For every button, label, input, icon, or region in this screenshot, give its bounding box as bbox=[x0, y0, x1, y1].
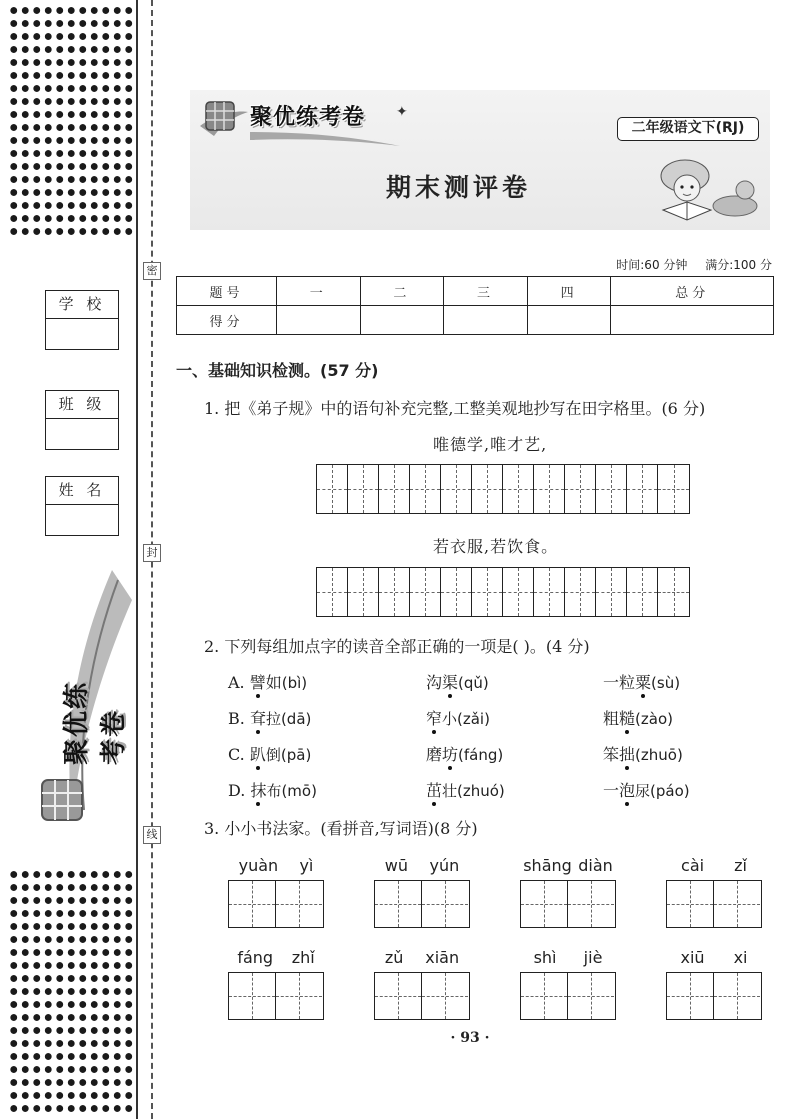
pinyin: xi bbox=[733, 948, 748, 967]
option-d[interactable] bbox=[228, 778, 317, 801]
option-b[interactable] bbox=[228, 706, 311, 729]
school-input[interactable] bbox=[46, 319, 118, 349]
dotted-char: 耷 bbox=[250, 706, 266, 729]
grid-cell[interactable] bbox=[534, 465, 565, 513]
question-1: 1. 把《弟子规》中的语句补充完整,工整美观地抄写在田字格里。(6 分) bbox=[204, 399, 706, 418]
grid-cell[interactable] bbox=[521, 881, 568, 927]
dotted-char: 粟 bbox=[635, 670, 651, 693]
grid-cell[interactable] bbox=[534, 568, 565, 616]
char: 磨 bbox=[426, 745, 443, 764]
dotted-char: 抹 bbox=[250, 778, 266, 801]
option-d-item-2 bbox=[426, 778, 505, 801]
brand-title: 聚优练考卷 bbox=[250, 105, 366, 130]
grade-badge: 二年级语文下(RJ) bbox=[617, 117, 759, 141]
option-a[interactable] bbox=[228, 670, 307, 693]
dotted-char: 茁 bbox=[426, 778, 442, 801]
dotted-char: 窄 bbox=[426, 706, 442, 729]
grid-cell[interactable] bbox=[568, 973, 615, 1019]
seal-char-xian: 线 bbox=[143, 826, 161, 844]
pinyin: 尿(páo) bbox=[635, 782, 690, 800]
word-box[interactable] bbox=[228, 948, 324, 1020]
pinyin: 壮(zhuó) bbox=[442, 782, 505, 800]
pinyin: cài bbox=[681, 856, 705, 875]
poem-line-2: 若衣服,若饮食。 bbox=[433, 537, 559, 556]
option-c-item-3 bbox=[603, 742, 683, 765]
char: 笨 bbox=[603, 745, 620, 764]
grid-cell[interactable] bbox=[658, 568, 689, 616]
char: 如 bbox=[265, 673, 282, 692]
grid-cell[interactable] bbox=[503, 465, 534, 513]
grid-cell[interactable] bbox=[667, 881, 714, 927]
school-field[interactable] bbox=[45, 290, 119, 350]
full-score: 满分:100 分 bbox=[705, 258, 772, 272]
poem-line-1: 唯德学,唯才艺, bbox=[433, 435, 548, 454]
grid-cell[interactable] bbox=[317, 465, 348, 513]
word-box[interactable] bbox=[374, 948, 470, 1020]
class-field[interactable] bbox=[45, 390, 119, 450]
pinyin: xiū bbox=[680, 948, 705, 967]
pinyin: 拉(dā) bbox=[265, 710, 312, 728]
grid-cell[interactable] bbox=[565, 465, 596, 513]
side-brand-text: 聚优练考卷 bbox=[62, 680, 129, 765]
char: 沟 bbox=[426, 673, 443, 692]
grid-cell[interactable] bbox=[441, 465, 472, 513]
score-header-cell: 三 bbox=[444, 277, 528, 306]
grid-cell[interactable] bbox=[472, 465, 503, 513]
option-d-item-3 bbox=[603, 778, 690, 801]
grid-cell[interactable] bbox=[379, 465, 410, 513]
score-table bbox=[176, 276, 774, 335]
name-field[interactable] bbox=[45, 476, 119, 536]
score-table-score-row bbox=[177, 306, 774, 335]
seal-char-feng: 封 bbox=[143, 544, 161, 562]
dotted-char: 糙 bbox=[619, 706, 635, 729]
pinyin: 小(zǎi) bbox=[442, 710, 490, 728]
grid-cell[interactable] bbox=[379, 568, 410, 616]
grid-cell[interactable] bbox=[714, 973, 761, 1019]
pinyin: zhǐ bbox=[291, 948, 315, 967]
score-header-cell: 总分 bbox=[611, 277, 774, 306]
page-number: · 93 · bbox=[450, 1030, 490, 1046]
word-box[interactable] bbox=[228, 856, 324, 928]
grid-cell[interactable] bbox=[375, 881, 422, 927]
option-c[interactable] bbox=[228, 742, 311, 765]
grid-cell[interactable] bbox=[422, 881, 469, 927]
grid-cell[interactable] bbox=[276, 973, 323, 1019]
rubik-cube-icon bbox=[196, 96, 248, 140]
pinyin: (zhuō) bbox=[635, 746, 683, 764]
pinyin: (bì) bbox=[281, 674, 308, 692]
pinyin: shāng bbox=[523, 856, 572, 875]
pinyin: yì bbox=[299, 856, 314, 875]
pinyin: (zào) bbox=[635, 710, 673, 728]
brand-swoosh-icon bbox=[250, 128, 400, 148]
score-input-cell[interactable] bbox=[527, 306, 611, 335]
score-row-label: 得分 bbox=[177, 306, 277, 335]
score-table-header-row bbox=[177, 277, 774, 306]
section-title: 一、基础知识检测。(57 分) bbox=[176, 361, 379, 380]
pinyin: jiè bbox=[583, 948, 603, 967]
writing-grid-2[interactable] bbox=[316, 567, 690, 617]
pinyin: yuàn bbox=[238, 856, 279, 875]
grid-cell[interactable] bbox=[658, 465, 689, 513]
dotted-char: 拙 bbox=[619, 742, 635, 765]
pinyin: 布(mō) bbox=[266, 782, 317, 800]
dotted-char: 泡 bbox=[619, 778, 635, 801]
grid-cell[interactable] bbox=[441, 568, 472, 616]
score-input-cell[interactable] bbox=[444, 306, 528, 335]
reading-child-illustration-icon bbox=[645, 150, 765, 230]
grid-cell[interactable] bbox=[627, 465, 658, 513]
question-3: 3. 小小书法家。(看拼音,写词语)(8 分) bbox=[204, 819, 478, 838]
word-box[interactable] bbox=[520, 948, 616, 1020]
word-box[interactable] bbox=[374, 856, 470, 928]
pinyin: xiān bbox=[425, 948, 460, 967]
option-a-item-3 bbox=[603, 670, 680, 693]
option-b-item-2 bbox=[426, 706, 490, 729]
word-box[interactable] bbox=[520, 856, 616, 928]
exam-meta bbox=[616, 256, 772, 273]
grid-cell[interactable] bbox=[596, 568, 627, 616]
option-label: B. bbox=[228, 709, 245, 728]
grid-cell[interactable] bbox=[667, 973, 714, 1019]
word-box[interactable] bbox=[666, 948, 762, 1020]
grid-cell[interactable] bbox=[565, 568, 596, 616]
grid-cell[interactable] bbox=[568, 881, 615, 927]
word-box[interactable] bbox=[666, 856, 762, 928]
score-input-cell[interactable] bbox=[360, 306, 444, 335]
writing-grid-1[interactable] bbox=[316, 464, 690, 514]
grid-cell[interactable] bbox=[375, 973, 422, 1019]
pinyin: fáng bbox=[237, 948, 274, 967]
class-input[interactable] bbox=[46, 419, 118, 449]
decorative-dot-pattern-top bbox=[8, 4, 134, 236]
grid-cell[interactable] bbox=[422, 973, 469, 1019]
school-label: 学 校 bbox=[46, 291, 118, 319]
grid-cell[interactable] bbox=[472, 568, 503, 616]
grid-cell[interactable] bbox=[276, 881, 323, 927]
option-label: A. bbox=[228, 673, 245, 692]
dotted-char: 渠 bbox=[442, 670, 458, 693]
option-b-item-3 bbox=[603, 706, 673, 729]
char: 一粒 bbox=[603, 673, 636, 692]
dotted-char: 趴 bbox=[250, 742, 266, 765]
grid-cell[interactable] bbox=[503, 568, 534, 616]
pinyin: diàn bbox=[578, 856, 613, 875]
score-input-cell[interactable] bbox=[277, 306, 361, 335]
score-input-cell[interactable] bbox=[611, 306, 774, 335]
pinyin: (qǔ) bbox=[458, 674, 489, 692]
dotted-char: 坊 bbox=[442, 742, 458, 765]
grid-cell[interactable] bbox=[521, 973, 568, 1019]
grid-cell[interactable] bbox=[229, 881, 276, 927]
pinyin: wū bbox=[384, 856, 408, 875]
grid-cell[interactable] bbox=[410, 568, 441, 616]
grid-cell[interactable] bbox=[348, 465, 379, 513]
time-limit: 时间:60 分钟 bbox=[616, 258, 688, 272]
sparkle-icon: ✦ bbox=[396, 104, 408, 120]
pinyin: 倒(pā) bbox=[265, 746, 312, 764]
grid-cell[interactable] bbox=[317, 568, 348, 616]
option-item bbox=[250, 673, 307, 692]
name-input[interactable] bbox=[46, 505, 118, 535]
char: 粗 bbox=[603, 709, 620, 728]
pinyin: zǐ bbox=[734, 856, 747, 875]
score-header-cell: 四 bbox=[527, 277, 611, 306]
seal-char-mi: 密 bbox=[143, 262, 161, 280]
pinyin: shì bbox=[533, 948, 557, 967]
pinyin: (fáng) bbox=[458, 746, 504, 764]
page-title: 期末测评卷 bbox=[386, 173, 532, 202]
pinyin: yún bbox=[429, 856, 460, 875]
grid-cell[interactable] bbox=[714, 881, 761, 927]
option-a-item-2 bbox=[426, 670, 489, 693]
score-header-cell: 二 bbox=[360, 277, 444, 306]
pinyin: zǔ bbox=[384, 948, 404, 967]
dotted-char: 譬 bbox=[250, 670, 266, 693]
option-label: C. bbox=[228, 745, 245, 764]
score-header-cell: 题号 bbox=[177, 277, 277, 306]
char: 一 bbox=[603, 781, 620, 800]
grid-cell[interactable] bbox=[410, 465, 441, 513]
class-label: 班 级 bbox=[46, 391, 118, 419]
side-brand-logo bbox=[22, 560, 142, 850]
name-label: 姓 名 bbox=[46, 477, 118, 505]
grid-cell[interactable] bbox=[627, 568, 658, 616]
grid-cell[interactable] bbox=[596, 465, 627, 513]
grid-cell[interactable] bbox=[229, 973, 276, 1019]
option-c-item-2 bbox=[426, 742, 503, 765]
decorative-dot-pattern-bottom bbox=[8, 868, 134, 1114]
option-label: D. bbox=[228, 781, 246, 800]
pinyin: (sù) bbox=[651, 674, 681, 692]
question-2: 2. 下列每组加点字的读音全部正确的一项是( )。(4 分) bbox=[204, 637, 590, 656]
score-header-cell: 一 bbox=[277, 277, 361, 306]
grid-cell[interactable] bbox=[348, 568, 379, 616]
